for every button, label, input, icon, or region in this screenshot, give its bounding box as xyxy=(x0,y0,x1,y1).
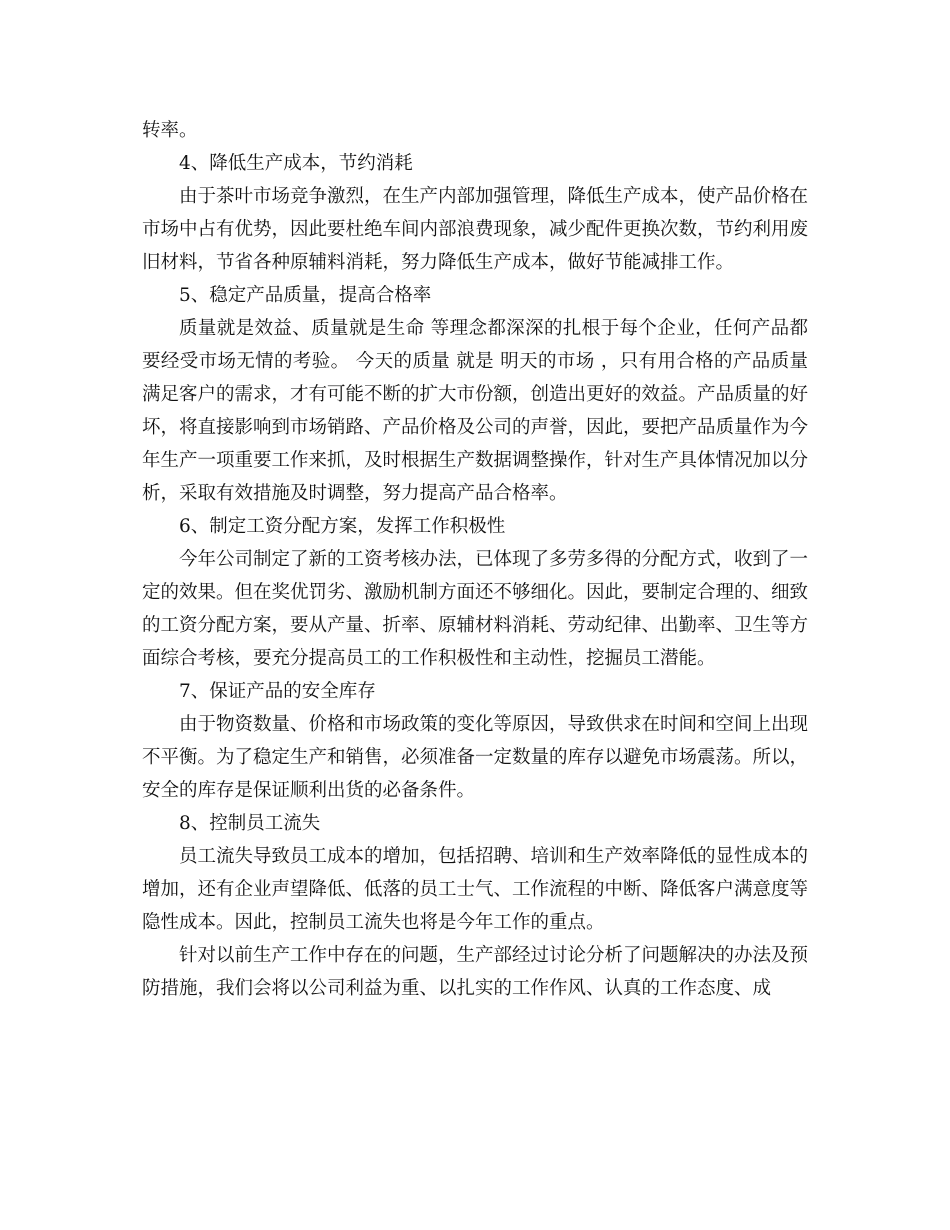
section-heading-4: 4、降低生产成本，节约消耗 xyxy=(179,153,413,174)
paragraph-cost-reduction: 由于茶叶市场竞争激烈，在生产内部加强管理，降低生产成本，使产品价格在市场中占有优势，因此要杜绝车间内部浪费现象，减少配件更换次数，节约利用废旧材料，节省各种原辅料消耗，努力降低生产成本，做好节能减排工作。 xyxy=(142,186,809,273)
section-heading-5: 5、稳定产品质量，提高合格率 xyxy=(179,285,432,306)
paragraph-continuation: 转率。 xyxy=(142,120,198,141)
paragraph-safety-stock: 由于物资数量、价格和市场政策的变化等原因，导致供求在时间和空间上出现不平衡。为了稳定生产和销售，必须准备一定数量的库存以避免市场震荡。所以，安全的库存是保证顺利出货的必备条件。 xyxy=(142,714,809,801)
section-heading-6: 6、制定工资分配方案，发挥工作积极性 xyxy=(179,516,506,537)
paragraph-wage-plan: 今年公司制定了新的工资考核办法，已体现了多劳多得的分配方式，收到了一定的效果。但在奖优罚劣、激励机制方面还不够细化。因此，要制定合理的、细致的工资分配方案，要从产量、折率、原辅材料消耗、劳动纪律、出勤率、卫生等方面综合考核，要充分提高员工的工作积极性和主动性，挖掘员工潜能。 xyxy=(142,549,809,669)
section-heading-7: 7、保证产品的安全库存 xyxy=(179,681,376,702)
paragraph-quality: 质量就是效益、质量就是生命 等理念都深深的扎根于每个企业，任何产品都要经受市场无情的考验。 今天的质量 就是 明天的市场 ，只有用合格的产品质量满足客户的需求，才有可能不断的扩大市份额，创造出更好的效益。产品质量的好坏，将直接影响到市场销路、产品价格及公司的声誉，因此，要把产品质量作为今年生产一项重要工作来抓，及时根据生产数据调整操作，针对生产具体情况加以分析，采取有效措施及时调整，努力提高产品合格率。 xyxy=(142,318,809,504)
paragraph-conclusion: 针对以前生产工作中存在的问题，生产部经过讨论分析了问题解决的办法及预防措施，我们会将以公司利益为重、以扎实的工作作风、认真的工作态度、成 xyxy=(142,945,809,999)
section-heading-8: 8、控制员工流失 xyxy=(179,813,321,834)
document-body xyxy=(142,114,808,1005)
paragraph-staff-turnover: 员工流失导致员工成本的增加，包括招聘、培训和生产效率降低的显性成本的增加，还有企业声望降低、低落的员工士气、工作流程的中断、降低客户满意度等隐性成本。因此，控制员工流失也将是今年工作的重点。 xyxy=(142,846,809,933)
